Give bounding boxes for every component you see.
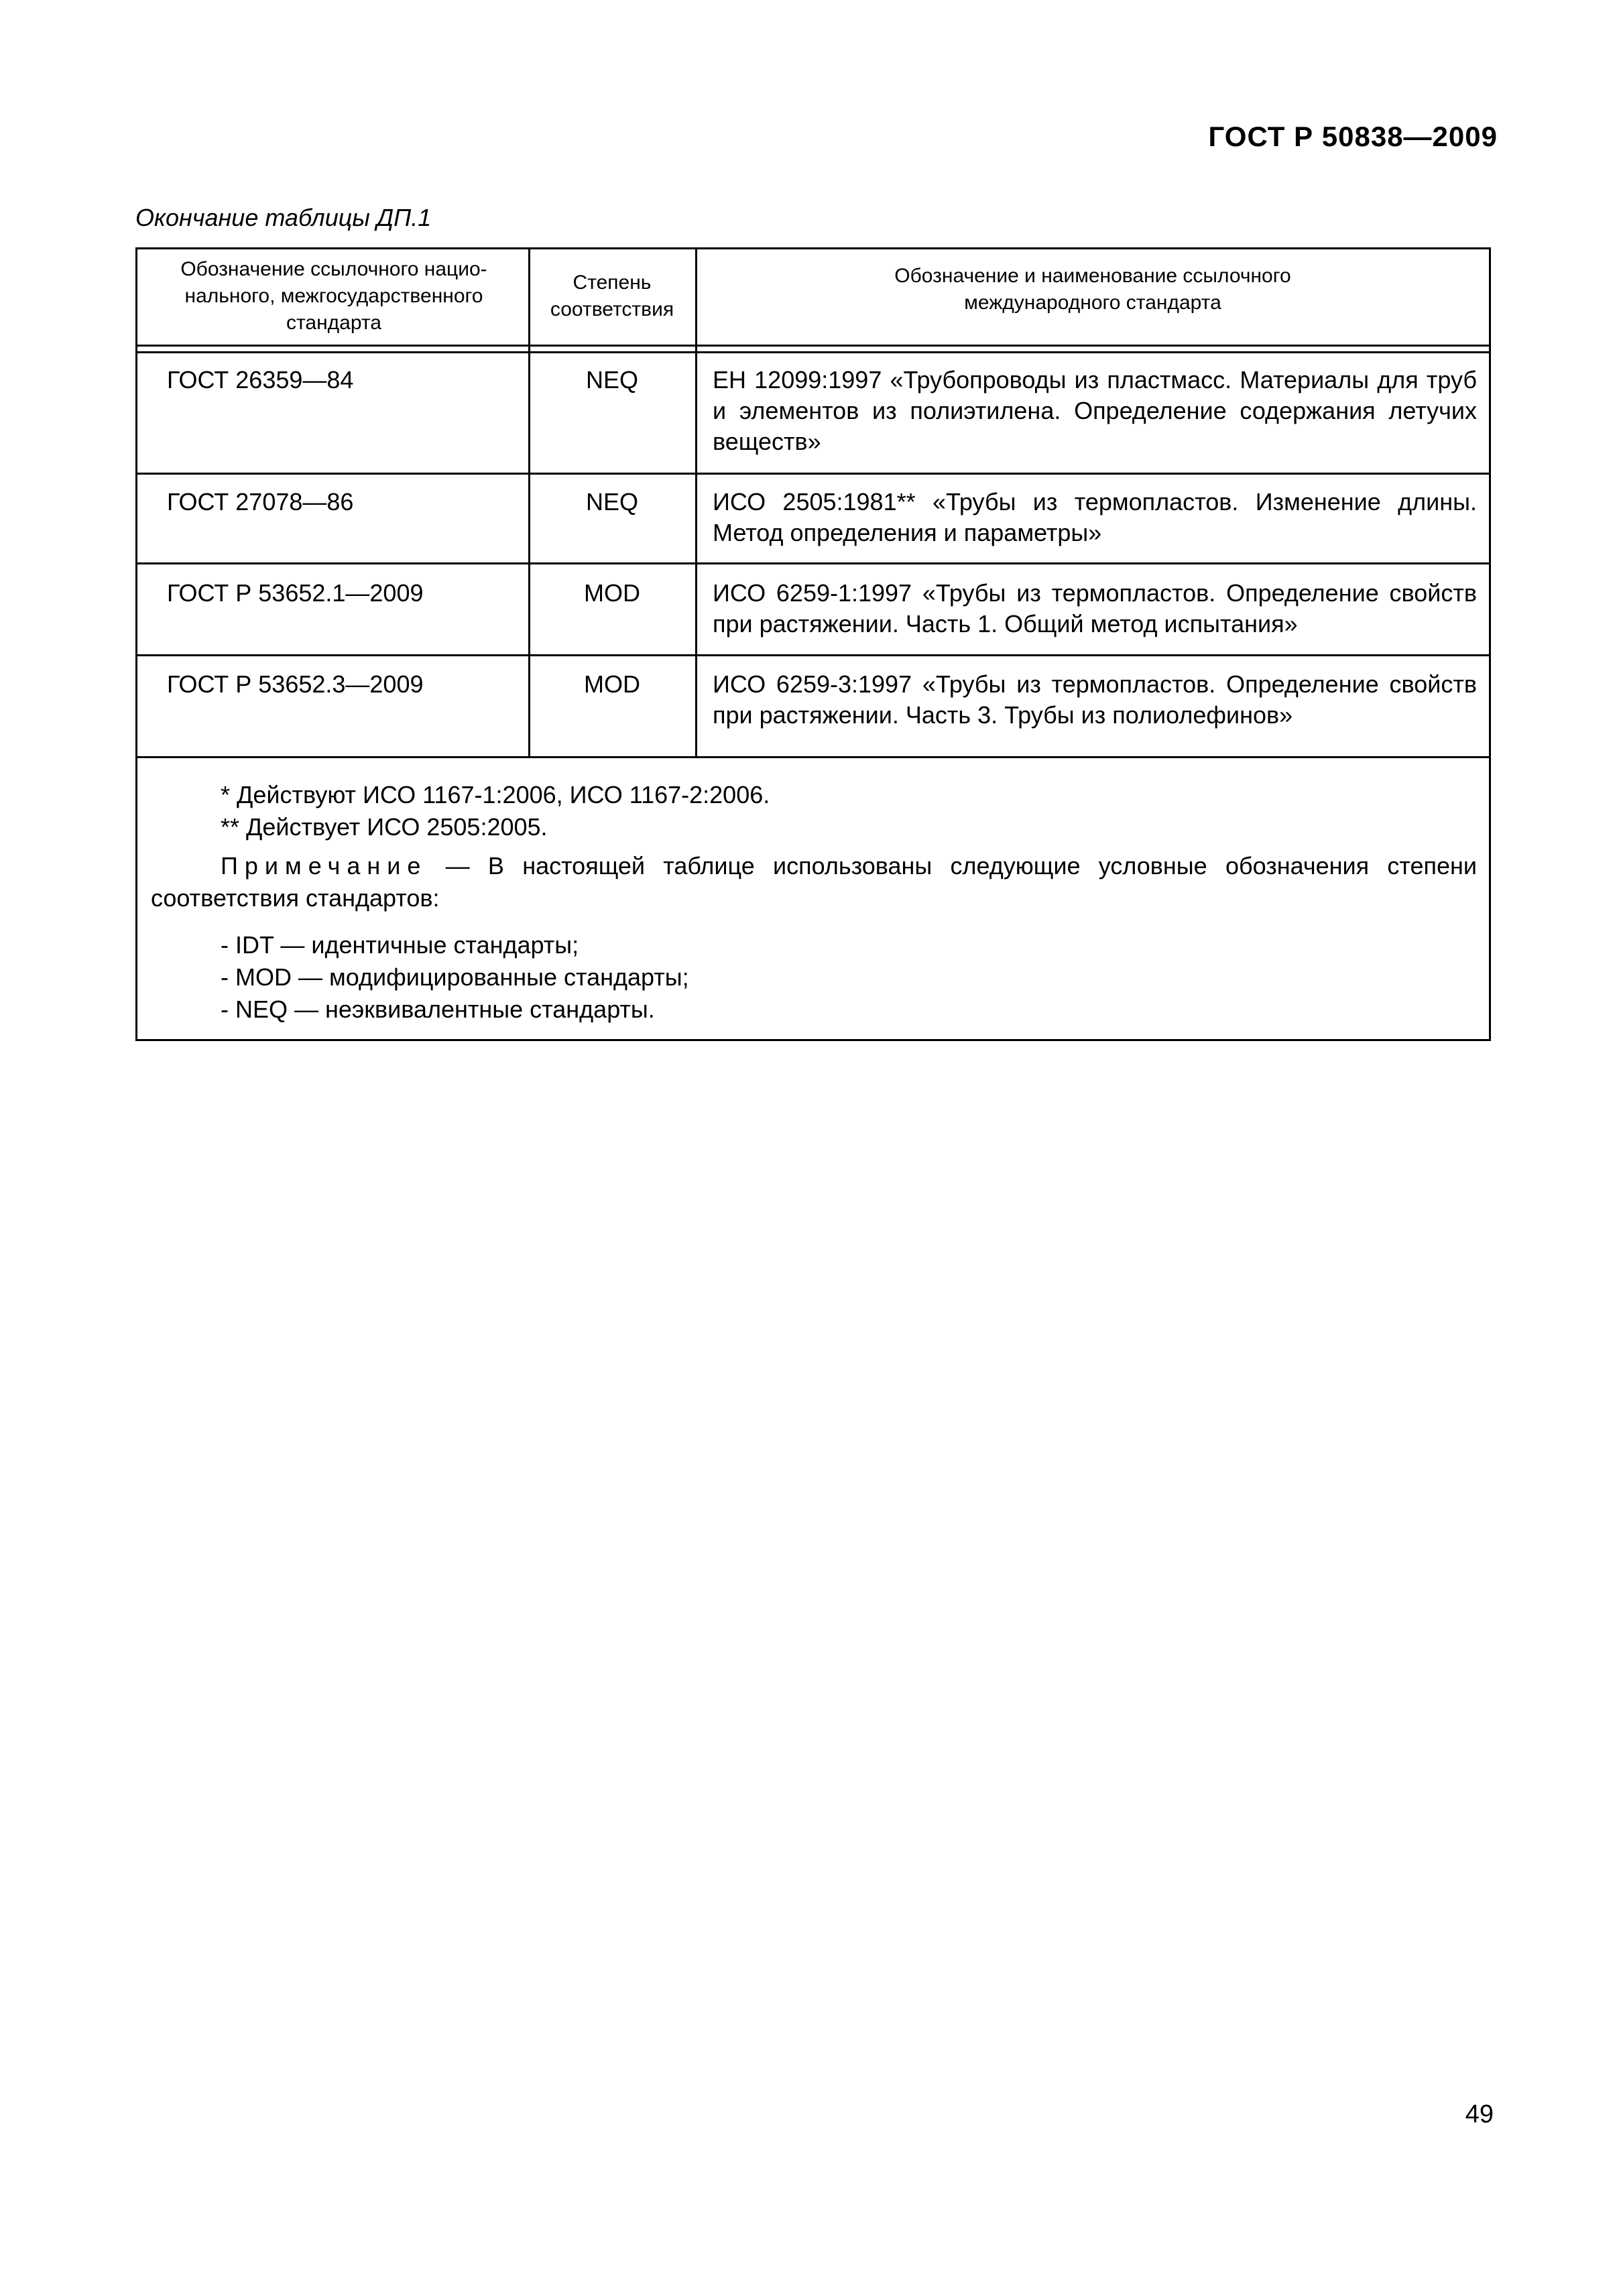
column-header-degree: Степень соответствия [550,271,674,320]
table-cell-international: ЕН 12099:1997 «Трубопроводы из пластмасс. Материалы для труб и элементов из полиэтилена. Определение содержания летучих веществ» [713,366,1477,455]
table-cell-national: ГОСТ Р 53652.1—2009 [167,579,424,607]
table-cell-degree: MOD [584,670,640,698]
header-divider [137,351,1489,353]
column-header-national: Обозначение ссылочного нацио- нального, межгосударственного стандарта [180,258,487,334]
note-list-item: - MOD — модифицированные стандарты; [221,963,689,991]
row-divider [137,756,1489,758]
table-cell-national: ГОСТ 27078—86 [167,488,354,516]
footnote: * Действуют ИСО 1167-1:2006, ИСО 1167-2:2006. [221,781,770,808]
footnote: ** Действует ИСО 2505:2005. [221,813,548,841]
page-number: 49 [1465,2100,1494,2128]
table-cell-national: ГОСТ Р 53652.3—2009 [167,670,424,698]
table-cell-international: ИСО 2505:1981** «Трубы из термопластов. Изменение длины. Метод определения и параметры» [713,488,1477,546]
row-divider [137,654,1489,656]
row-divider [137,473,1489,475]
header-divider [137,345,1489,347]
column-header-international: Обозначение и наименование ссылочного международного стандарта [894,265,1291,314]
note-list-item: - NEQ — неэквивалентные стандарты. [221,995,655,1023]
column-divider [695,249,697,758]
row-divider [137,562,1489,564]
table-cell-degree: NEQ [585,488,638,516]
table-caption: Окончание таблицы ДП.1 [135,204,432,231]
table-cell-international: ИСО 6259-1:1997 «Трубы из термопластов. Определение свойств при растяжении. Часть 1. Общий метод испытания» [713,579,1477,638]
note-paragraph [151,850,1477,914]
table-cell-degree: NEQ [585,366,638,394]
table-cell-degree: MOD [584,579,640,607]
document-header: ГОСТ Р 50838—2009 [1208,121,1498,152]
note-text: — В настоящей таблице использованы следующие условные обозначения степени соответствия стандартов: [151,852,1477,912]
reference-table [135,247,1491,1041]
note-list-item: - IDT — идентичные стандарты; [221,931,579,959]
note-label: Примечание [221,852,428,880]
table-cell-international: ИСО 6259-3:1997 «Трубы из термопластов. Определение свойств при растяжении. Часть 3. Трубы из полиолефинов» [713,670,1477,729]
table-cell-national: ГОСТ 26359—84 [167,366,354,394]
